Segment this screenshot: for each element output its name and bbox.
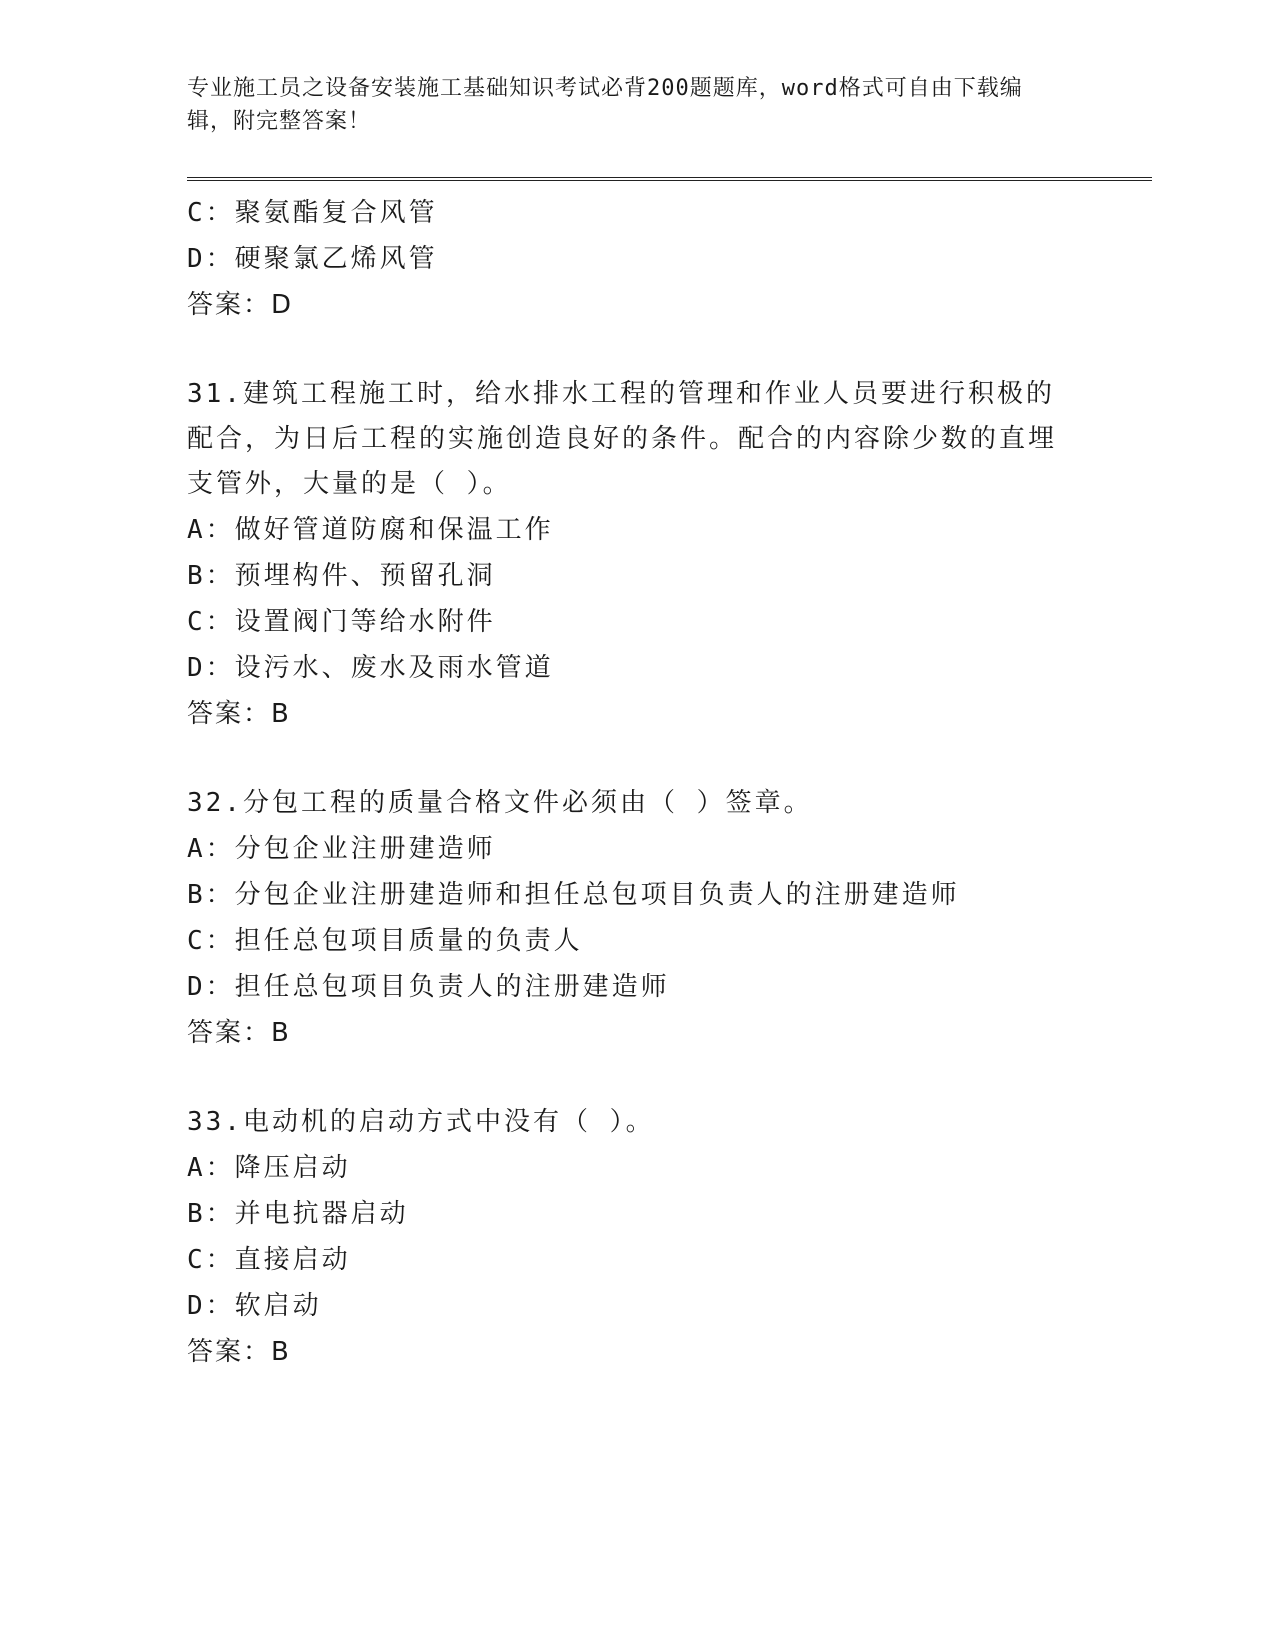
option-c: C：直接启动 — [187, 1245, 351, 1275]
question-31 — [187, 372, 1087, 737]
question-text: 32.分包工程的质量合格文件必须由（ ）签章。 — [187, 788, 813, 818]
option-c: C：担任总包项目质量的负责人 — [187, 926, 583, 956]
question-text: 31.建筑工程施工时，给水排水工程的管理和作业人员要进行积极的配合，为日后工程的实施创造良好的条件。配合的内容除少数的直埋支管外，大量的是（ ）。 — [187, 379, 1058, 499]
option-a: A：做好管道防腐和保温工作 — [187, 515, 554, 545]
option-d: D：硬聚氯乙烯风管 — [187, 244, 438, 274]
question-text: 33.电动机的启动方式中没有（ ）。 — [187, 1107, 655, 1137]
option-d: D：担任总包项目负责人的注册建造师 — [187, 972, 670, 1002]
answer: 答案：B — [187, 699, 291, 729]
answer: 答案：B — [187, 1337, 291, 1367]
option-d: D：设污水、废水及雨水管道 — [187, 653, 554, 683]
header-divider — [187, 177, 1152, 181]
option-a: A：分包企业注册建造师 — [187, 834, 496, 864]
option-c: C：聚氨酯复合风管 — [187, 198, 438, 228]
option-c: C：设置阀门等给水附件 — [187, 607, 496, 637]
question-32 — [187, 781, 1087, 1056]
option-b: B：分包企业注册建造师和担任总包项目负责人的注册建造师 — [187, 880, 960, 910]
option-a: A：降压启动 — [187, 1153, 351, 1183]
option-b: B：预埋构件、预留孔洞 — [187, 561, 496, 591]
question-33 — [187, 1100, 1087, 1375]
answer: 答案：B — [187, 1018, 291, 1048]
option-d: D：软启动 — [187, 1291, 322, 1321]
document-header: 专业施工员之设备安装施工基础知识考试必背200题题库，word格式可自由下载编辑，附完整答案！ — [187, 76, 1023, 134]
answer: 答案：D — [187, 290, 294, 320]
document-body — [187, 190, 1087, 1375]
partial-question — [187, 190, 1087, 328]
option-b: B：并电抗器启动 — [187, 1199, 409, 1229]
